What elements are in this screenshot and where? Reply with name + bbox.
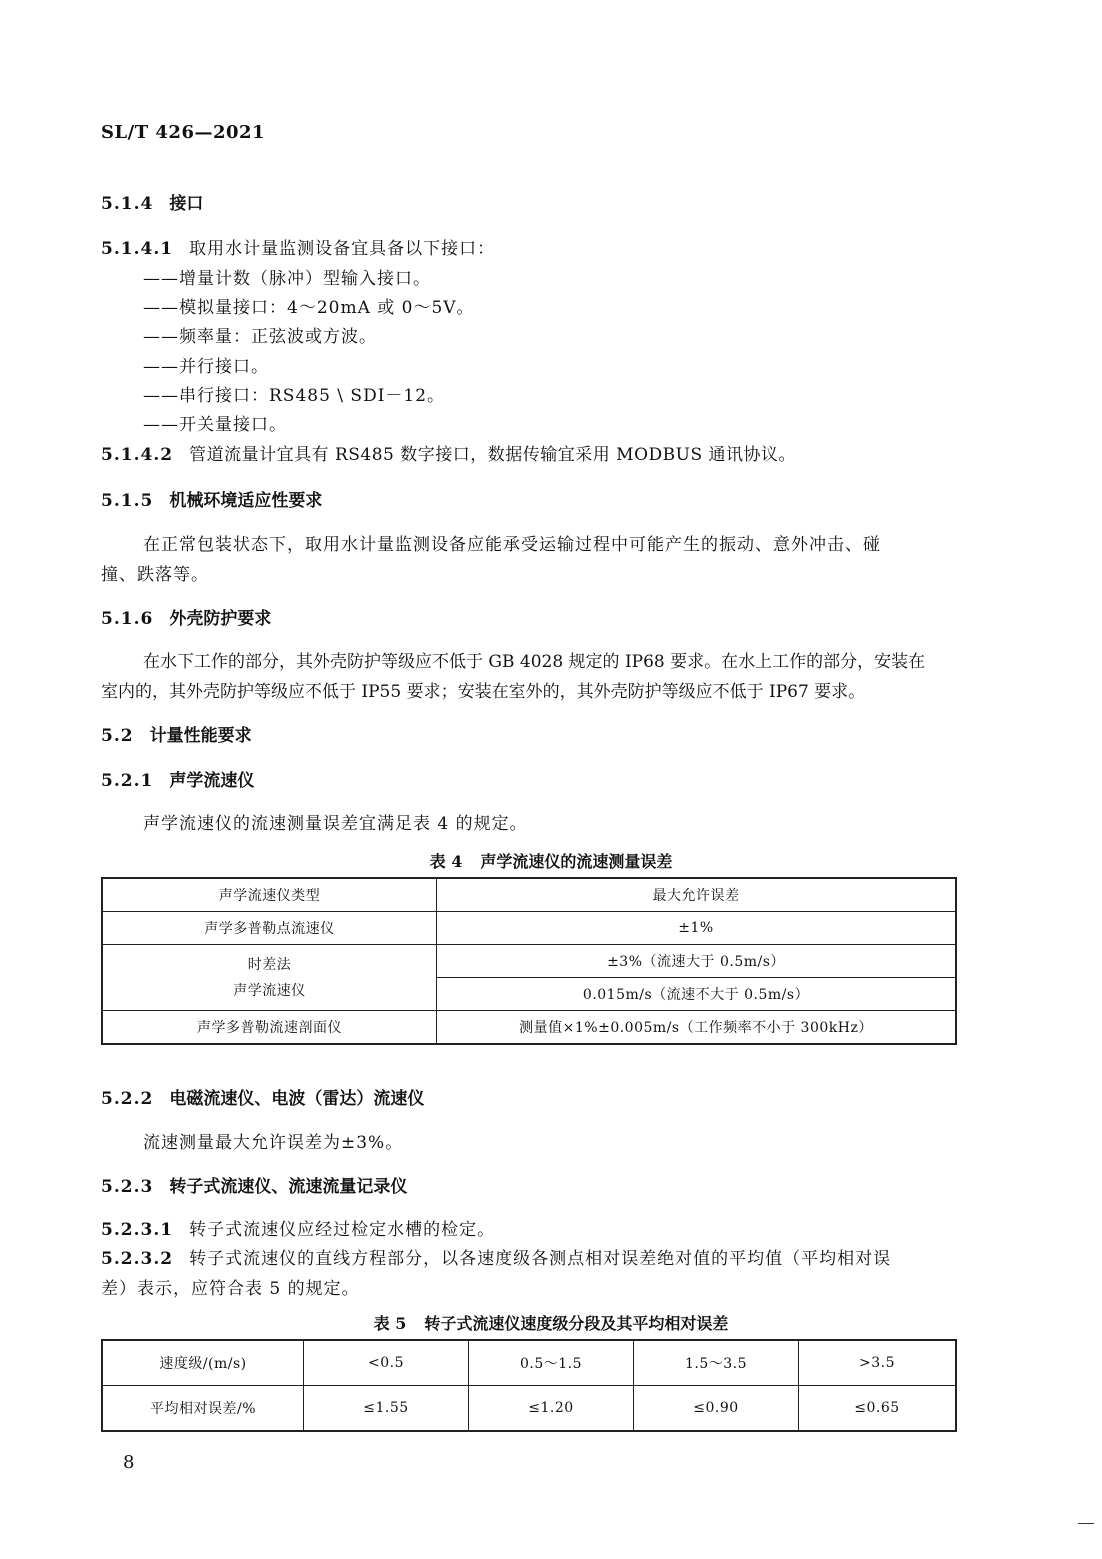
table-cell: <0.5 xyxy=(304,1340,469,1386)
section-5-2-heading xyxy=(101,721,252,746)
table-row xyxy=(102,1011,956,1045)
section-5-1-5-heading xyxy=(101,486,322,511)
table-header-cell: 最大允许误差 xyxy=(437,878,957,912)
interface-list-item: ——并行接口。 xyxy=(143,357,269,377)
section-title: 机械环境适应性要求 xyxy=(169,491,323,511)
table-header-cell: 声学流速仪类型 xyxy=(102,878,437,912)
table-cell: ±1% xyxy=(437,912,957,945)
page-number: 8 xyxy=(123,1452,135,1473)
clause-5-1-4-2 xyxy=(101,440,796,465)
table-cell: 声学多普勒点流速仪 xyxy=(102,912,437,945)
clause-number: 5.1.4.1 xyxy=(101,239,174,259)
table-4-caption xyxy=(0,849,1102,872)
interface-list-item: ——开关量接口。 xyxy=(143,415,287,435)
table-cell: 1.5～3.5 xyxy=(634,1340,799,1386)
paragraph-line: 差）表示，应符合表 5 的规定。 xyxy=(101,1279,360,1299)
section-title: 计量性能要求 xyxy=(149,726,252,746)
paragraph-line: 流速测量最大允许误差为±3%。 xyxy=(143,1133,404,1153)
interface-list-item: ——模拟量接口：4～20mA 或 0～5V。 xyxy=(143,298,475,318)
cell-line: 声学流速仪 xyxy=(233,982,306,999)
table-5-caption xyxy=(0,1311,1102,1334)
table-header-cell: 平均相对误差/% xyxy=(102,1386,304,1432)
table-cell-merged xyxy=(102,945,437,1011)
table-cell: 声学多普勒流速剖面仪 xyxy=(102,1011,437,1045)
section-title: 外壳防护要求 xyxy=(169,609,272,629)
clause-5-2-3-1 xyxy=(101,1215,495,1240)
clause-number: 5.2.3.1 xyxy=(101,1220,174,1240)
document-header: SL/T 426—2021 xyxy=(101,122,266,143)
table-row xyxy=(102,1386,956,1432)
table-row xyxy=(102,945,956,978)
clause-5-1-4-1 xyxy=(101,234,495,259)
cell-line: 时差法 xyxy=(247,956,292,973)
clause-number: 5.2.3.2 xyxy=(101,1249,174,1269)
interface-list-item: ——串行接口：RS485 \ SDI－12。 xyxy=(143,386,446,406)
section-5-2-3-heading xyxy=(101,1172,407,1197)
caption-title: 声学流速仪的流速测量误差 xyxy=(480,852,673,871)
table-row xyxy=(102,878,956,912)
scan-edge-mark xyxy=(1078,1523,1094,1524)
clause-text: 管道流量计宜具有 RS485 数字接口，数据传输宜采用 MODBUS 通讯协议。 xyxy=(189,445,797,465)
table-header-cell: 速度级/(m/s) xyxy=(102,1340,304,1386)
section-5-2-2-heading xyxy=(101,1084,424,1109)
table-cell: >3.5 xyxy=(799,1340,957,1386)
section-number: 5.1.5 xyxy=(101,491,154,511)
table-cell: 测量值×1%±0.005m/s（工作频率不小于 300kHz） xyxy=(437,1011,957,1045)
interface-list-item: ——增量计数（脉冲）型输入接口。 xyxy=(143,269,431,289)
section-5-1-4-heading xyxy=(101,189,203,214)
section-number: 5.1.4 xyxy=(101,194,154,214)
paragraph-line: 在水下工作的部分，其外壳防护等级应不低于 GB 4028 规定的 IP68 要求。在水上工作的部分，安装在 xyxy=(143,652,926,672)
table-row xyxy=(102,912,956,945)
section-title: 转子式流速仪、流速流量记录仪 xyxy=(169,1177,408,1197)
caption-number: 表 5 xyxy=(373,1314,407,1333)
table-row xyxy=(102,1340,956,1386)
section-title: 电磁流速仪、电波（雷达）流速仪 xyxy=(169,1089,425,1109)
table-cell: ±3%（流速大于 0.5m/s） xyxy=(437,945,957,978)
paragraph-line: 室内的，其外壳防护等级应不低于 IP55 要求；安装在室外的，其外壳防护等级应不低于 IP67 要求。 xyxy=(101,682,866,702)
section-5-1-6-heading xyxy=(101,604,271,629)
table-5 xyxy=(101,1339,957,1432)
caption-title: 转子式流速仪速度级分段及其平均相对误差 xyxy=(424,1314,729,1333)
section-title: 声学流速仪 xyxy=(169,771,255,791)
caption-number: 表 4 xyxy=(429,852,463,871)
clause-number: 5.1.4.2 xyxy=(101,445,174,465)
paragraph-line: 撞、跌落等。 xyxy=(101,565,209,585)
section-number: 5.2.1 xyxy=(101,771,154,791)
clause-text: 转子式流速仪的直线方程部分，以各速度级各测点相对误差绝对值的平均值（平均相对误 xyxy=(189,1249,892,1269)
clause-5-2-3-2 xyxy=(101,1244,891,1269)
table-cell: ≤1.55 xyxy=(304,1386,469,1432)
table-cell: 0.015m/s（流速不大于 0.5m/s） xyxy=(437,978,957,1011)
section-number: 5.2.3 xyxy=(101,1177,154,1197)
interface-list-item: ——频率量：正弦波或方波。 xyxy=(143,327,377,347)
table-cell: 0.5～1.5 xyxy=(469,1340,634,1386)
section-number: 5.2.2 xyxy=(101,1089,154,1109)
clause-text: 转子式流速仪应经过检定水槽的检定。 xyxy=(189,1220,496,1240)
table-cell: ≤1.20 xyxy=(469,1386,634,1432)
table-cell: ≤0.90 xyxy=(634,1386,799,1432)
section-number: 5.1.6 xyxy=(101,609,154,629)
table-4 xyxy=(101,877,957,1045)
table-cell: ≤0.65 xyxy=(799,1386,957,1432)
clause-text: 取用水计量监测设备宜具备以下接口： xyxy=(189,239,496,259)
section-number: 5.2 xyxy=(101,726,134,746)
paragraph-line: 声学流速仪的流速测量误差宜满足表 4 的规定。 xyxy=(143,814,528,834)
section-5-2-1-heading xyxy=(101,766,254,791)
section-title: 接口 xyxy=(169,194,204,214)
paragraph-line: 在正常包装状态下，取用水计量监测设备应能承受运输过程中可能产生的振动、意外冲击、碰 xyxy=(143,535,881,555)
